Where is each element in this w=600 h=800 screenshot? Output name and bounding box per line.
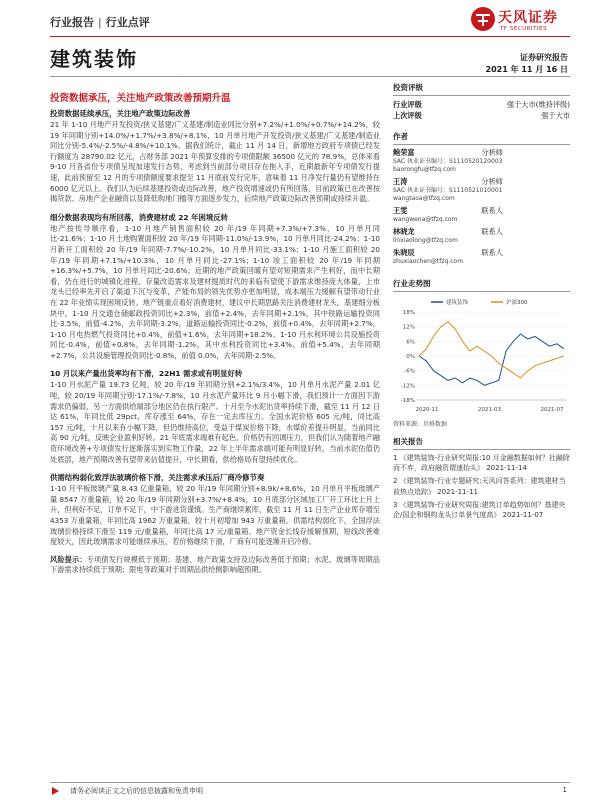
author-role: 分析师 (481, 177, 503, 186)
author-entry (393, 248, 570, 266)
trend-chart (393, 296, 570, 418)
header-rule (50, 36, 570, 37)
rating-heading: 投资评级 (393, 82, 570, 96)
author-role: 分析师 (481, 148, 503, 157)
author-cert: SAC 执业证书编号：S1110521010001 (393, 187, 503, 194)
series-line-csi300 (419, 322, 564, 378)
logo-text-cn: 天风证券 (498, 10, 558, 26)
disclaimer-text: 请务必阅读正文之后的信息披露和免责申明 (70, 787, 203, 795)
y-tick-label: -18% (400, 398, 415, 404)
title-rule (50, 76, 570, 77)
prev-rating-row (393, 110, 570, 121)
section-glass (50, 472, 380, 548)
report-subtitle: 投资数据承压，关注地产政策改善预期升温 (50, 93, 231, 104)
related-report[interactable]: 2 《建筑装饰-行业专题研究:天风问答系列：建筑建材当前热点追踪》 2021-11-11 (393, 477, 566, 496)
x-tick-label: 2020-11 (415, 407, 439, 413)
category-separator: | (98, 16, 102, 29)
series-line-construction (419, 334, 564, 385)
author-entry (393, 227, 570, 245)
author-role: 联系人 (481, 206, 503, 215)
author-entry (393, 206, 570, 224)
author-name: 鲍荣富 (393, 148, 415, 157)
author-cert: SAC 执业证书编号：S1110520120003 (393, 158, 503, 165)
author-entry (393, 148, 570, 174)
section-body: 地产按传导顺序看，1-10 月地产销售面积较 20 年/19 年同期+7.3%/+7.3%，10 月单月同比-21.6%；1-10 月土地购置面积较 20 年/19 年同期-11.0%/-13.9%，10 月单月同比-24.2%；1-10 月新开工面积较 20 年/19 年同期-7.7%/-10.2%，10 月单月同比-33.1%；1-10 月施工面积较 20 年/19 年同期+7.1%/+10.3%，10 月单月同比-27.1%；1-10 竣工面积较 20 年/19 年同期+16.3%/+5.7%，10 月单月同比-20.6%；近期的地产政策回暖有望对短期需求产生利好，而中长期看，仍在进行的城镇化进程、存量改造需求及建材提质时代的来临有望使下游需求维持庞大体量，上市龙头已经率先开启了渠道下沉与变革，产能布局的领先优势亦更加明显，成本端压力缓解有望带动行业在 22 年业绩实现困境反转。地产链重点看好消费建材，建议中长期思路关注消费建材龙头。基建细分板块中，1-10 月交通仓储邮政投资同比+2.3%，前值+2.4%，去年同期+2.1%，其中铁路运输投资同比-3.5%，前值-4.2%，去年同期-3.2%，道路运输投资同比-0.2%，前值+0.4%，去年同期+2.7%，1-10 月电热燃气投资同比+0.4%，前值+1.6%，去年同期+18.2%。1-10 月水利环境公共设施投资同比-0.4%，前值+0.8%，去年同期-1.2%，其中水利投资同比+3.4%，前值+5.4%，去年同期+2.7%，公共设施管理投资同比-0.8%，前值 0.0%，去年同期-2.5%。 (50, 223, 380, 360)
author-email[interactable]: baorongfu@tfzq.com (393, 166, 456, 173)
author-email[interactable]: zhuxiaochen@tfzq.com (393, 258, 464, 265)
author-name: 林晓龙 (393, 227, 415, 236)
section-body: 1-10 月平板玻璃产量 8.43 亿重量箱，较 20 年/19 年同期分别+8.9k/+8.6%，10 月单月平板玻璃产量 8547 万重量箱，较 20 年/19 年同期分别+3.7%/+8.4%，10 月底部分区域加工厂开工环比上月上升，但利好不足，订单不足下，中下游进货谨慎。生产商继续累库，截至 11 月 11 日生产企业库存增至 4353 万重量箱，年同比高 1962 万重量箱，较十月初增加 943 万重量箱。供需结构弱化下，全国浮法玻璃价格持续下滑至 119 元/重量箱，年同比高 17 元/重量箱。地产资金长线存缓解预期，短线改善难度较大，因此玻璃需求可能继续承压，若价格继续下滑，厂商有可能逐渐开启冷修。 (50, 484, 380, 547)
author-email[interactable]: linxiaolong@tfzq.com (393, 237, 458, 244)
legend-label: 建筑装饰 (446, 300, 469, 306)
y-tick-label: 12% (402, 324, 415, 331)
report-date: 2021 年 11 月 16 日 (485, 65, 568, 74)
author-email[interactable]: wangwena@tfzq.com (393, 216, 458, 223)
section-heading: 细分数据表现均有所回落，消费建材或 22 年困境反转 (50, 212, 229, 222)
industry-rating-row (393, 99, 570, 110)
trend-chart-svg (393, 296, 570, 414)
legend-label: 沪深300 (506, 300, 528, 306)
prev-rating-value: 强于大市 (541, 111, 570, 120)
author-email[interactable]: wangtaoa@tfzq.com (393, 195, 455, 202)
author-name: 王雯 (393, 206, 408, 215)
logo-text-en: TF SECURITIES (500, 26, 547, 32)
author-role: 联系人 (481, 227, 503, 236)
section-body: 1-10 月水泥产量 19.73 亿吨，较 20 年/19 年同期分别+2.1%/3.4%，10 月单月水泥产量 2.01 亿吨，较 20/19 年同期分别-17.1%/-7.8%，10 月水泥产量环比 9 月小幅下滑，我们预计一方面因下游需求仍偏弱，另一方面供给端部分地区仍在执行限产。十月至今水泥出货率持续下滑，截至 11 月 12 日达 61%，年同比低 29pct，库存涨至 64%，存在一定去库压力。全国水泥价格 605 元/吨，同比高 157 元/吨，十月以来有小幅下降，但仍维持高位，受益于煤炭价格下降，水煤价差提升明显，当前同比高 90 元/吨，反映企业盈利好转。21 年底需求端难有起色，价格仍有回调压力，但我们认为随着地产融资环境改善+专项债发行逐渐落实到实物工作量，22 年上半年需求端可能有明显好转，当前水泥估值仍处底部，地产预期改善有望带来估值提升，中长期看，供给格局有望持续优化。 (50, 380, 380, 464)
chart-source: 资料来源：贝格数据 (393, 421, 448, 428)
author-name: 王涛 (393, 177, 408, 186)
y-tick-label: 18% (402, 310, 415, 316)
logo-mark-icon (470, 6, 496, 32)
risk-text (50, 555, 380, 576)
main-content (50, 90, 380, 583)
trend-heading: 行业走势图 (393, 278, 570, 292)
author-name: 朱晓辰 (393, 248, 415, 257)
report-title: 建筑装饰 (50, 47, 138, 71)
x-tick-label: 2021-07 (540, 407, 564, 413)
x-tick-label: 2021-03 (478, 407, 501, 413)
related-heading: 相关报告 (393, 436, 570, 450)
author-role: 联系人 (481, 248, 503, 257)
tf-securities-logo (470, 6, 570, 34)
category-label: 行业报告 (50, 16, 94, 29)
y-tick-label: -6% (404, 368, 415, 375)
report-category (50, 14, 150, 30)
report-type: 证券研究报告 (520, 53, 568, 62)
industry-rating-label: 行业评级 (393, 100, 422, 109)
subcategory-label: 行业点评 (105, 16, 150, 29)
y-tick-label: -12% (400, 383, 415, 390)
risk-heading: 风险提示： (50, 554, 87, 564)
section-heading: 10 月以来产量出货率均有下滑，22H1 需求或有明显好转 (50, 369, 243, 379)
footer-triangle-icon (52, 787, 59, 795)
section-segments (50, 212, 380, 362)
authors-heading: 作者 (393, 131, 570, 145)
section-investment (50, 108, 380, 205)
related-report[interactable]: 3 《建筑装饰-行业研究周报:建筑订单趋势如何？基建央企/国企和钢构龙头订单景气度高》 2021-11-07 (393, 500, 566, 520)
section-heading: 投资数据延续承压，关注地产政策边际改善 (50, 109, 191, 118)
prev-rating-label: 上次评级 (393, 111, 422, 120)
y-tick-label: 6% (406, 339, 415, 346)
author-entry (393, 177, 570, 203)
footer-rule (50, 782, 570, 783)
page-number: 1 (562, 786, 567, 794)
section-body: 21 年 1-10 月地产开发投资/狭义基建/广义基建/制造业同比分别+7.2%/+1.0%/+0.7%/+14.2%，较 19 年同期分别+14.0%/+1.7%/+3.8%/+8.1%，10 月单月地产开发投资/狭义基建/广义基建/制造业同比分别-5.4%/-2.5%/-4.8%/+10.1%。据我们统计，截止 11 月 14 日，新增地方政府专项债已经发行额度为 28790.02 亿元，占财务部 2021 年预算安排的专项债限额 36500 亿元的 78.9%，总体来看 9-10 月各省份专项债呈现加速发行态势，考虑到当前部分项目存在拖入手，近期最新年专项债发行提速，此前预留至 12 月的专项债额度要求提至 11 月底前发行完毕，意味着 11 月净发行量仍有望维持在 6000 亿元以上。我们认为后续基建投资或边际改善，地产投资增速或仍有所回落，目前政策已在改善按揭贷款、房地产企业融资以及降低购地门槛等方面逐步发力，后续地产政策边际改善预期或持续升温。 (50, 120, 380, 204)
related-report[interactable]: 1 《建筑装饰-行业研究周报:10 月金融数据如何？社融除而不弃，政府融资谓速抬头》 2021-11-14 (393, 454, 570, 473)
section-risk (50, 555, 380, 576)
sidebar (393, 82, 570, 523)
section-cement (50, 368, 380, 465)
risk-body: 专项债发行规模低于预期；基建、地产政策支持及边际改善低于预期；水泥、玻璃等周期品下游需求持续低于预期；限电等政策对于周期品供给侧影响超预期。 (50, 554, 380, 575)
section-heading: 供需结构弱化致浮法玻璃价格下滑，关注需求承压后厂商冷修节奏 (50, 473, 265, 483)
y-tick-label: 0% (406, 354, 415, 360)
industry-rating-value: 强于大市(维持评级) (506, 100, 570, 109)
